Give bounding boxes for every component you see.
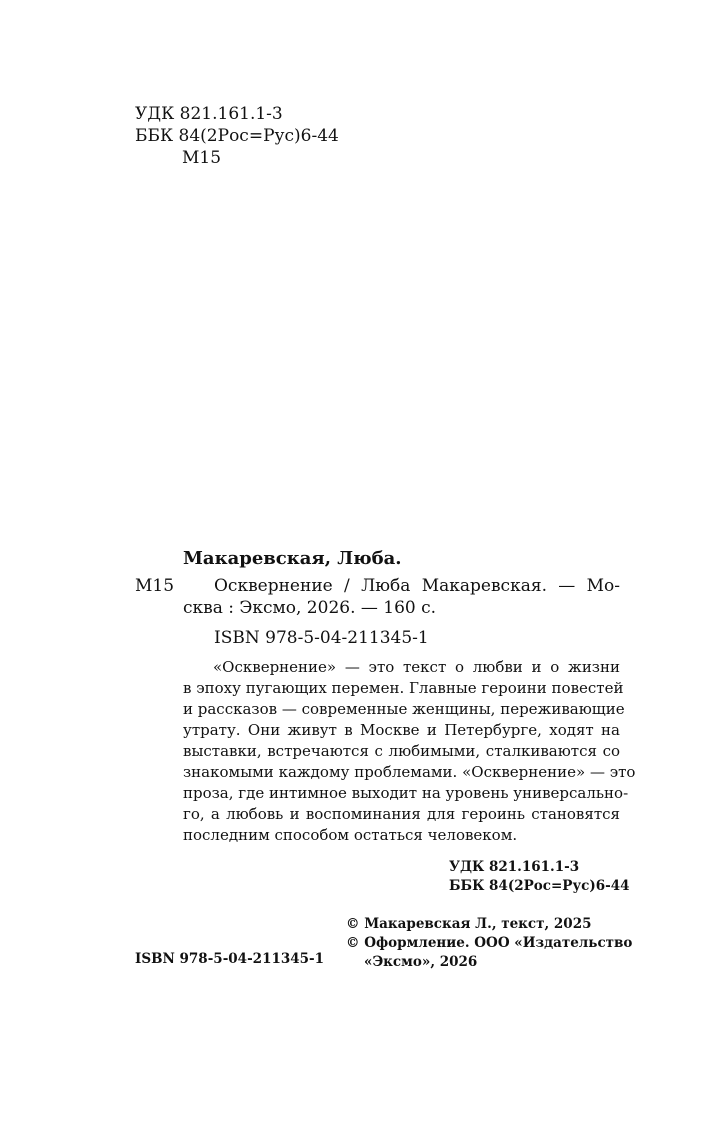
- annotation-line: последним способом остаться человеком.: [183, 826, 518, 844]
- description-line-1: [214, 575, 620, 597]
- annotation-line: знакомыми каждому проблемами. «Осквернение» — это: [183, 763, 636, 781]
- copyright-text: © Макаревская Л., текст, 2025: [346, 916, 592, 932]
- bbk-code-top: ББК 84(2Рос=Рус)6-44: [135, 126, 339, 146]
- isbn-footer: ISBN 978-5-04-211345-1: [135, 951, 325, 967]
- annotation: [183, 657, 636, 846]
- annotation-line: утрату. Они живут в Москве и Петербурге, ходят на: [183, 721, 620, 739]
- annotation-line: «Осквернение» — это текст о любви и о жизни: [213, 658, 620, 676]
- udk-code-bottom: УДК 821.161.1-3: [449, 859, 580, 875]
- bbk-code-bottom: ББК 84(2Рос=Рус)6-44: [449, 878, 630, 894]
- description-line-2: сква : Эксмо, 2026. — 160 с.: [183, 598, 437, 618]
- annotation-line: и рассказов — современные женщины, переживающие: [183, 700, 625, 718]
- annotation-line: проза, где интимное выходит на уровень универсально-: [183, 784, 629, 802]
- annotation-line: выставки, встречаются с любимыми, сталкиваются со: [183, 742, 620, 760]
- isbn-card: ISBN 978-5-04-211345-1: [214, 628, 429, 648]
- annotation-line: го, а любовь и воспоминания для героинь становятся: [183, 805, 620, 823]
- author-mark: М15: [135, 576, 175, 596]
- copyright-design: © Оформление. ООО «Издательство: [346, 935, 633, 951]
- description-text-1: Осквернение / Люба Макаревская. — Мо-: [214, 576, 620, 596]
- udk-code-top: УДК 821.161.1-3: [135, 104, 283, 124]
- copyright-design-cont: «Эксмо», 2026: [364, 954, 478, 970]
- author-mark-top: М15: [182, 148, 222, 168]
- author-heading: Макаревская, Люба.: [183, 548, 402, 569]
- annotation-line: в эпоху пугающих перемен. Главные героини повестей: [183, 679, 624, 697]
